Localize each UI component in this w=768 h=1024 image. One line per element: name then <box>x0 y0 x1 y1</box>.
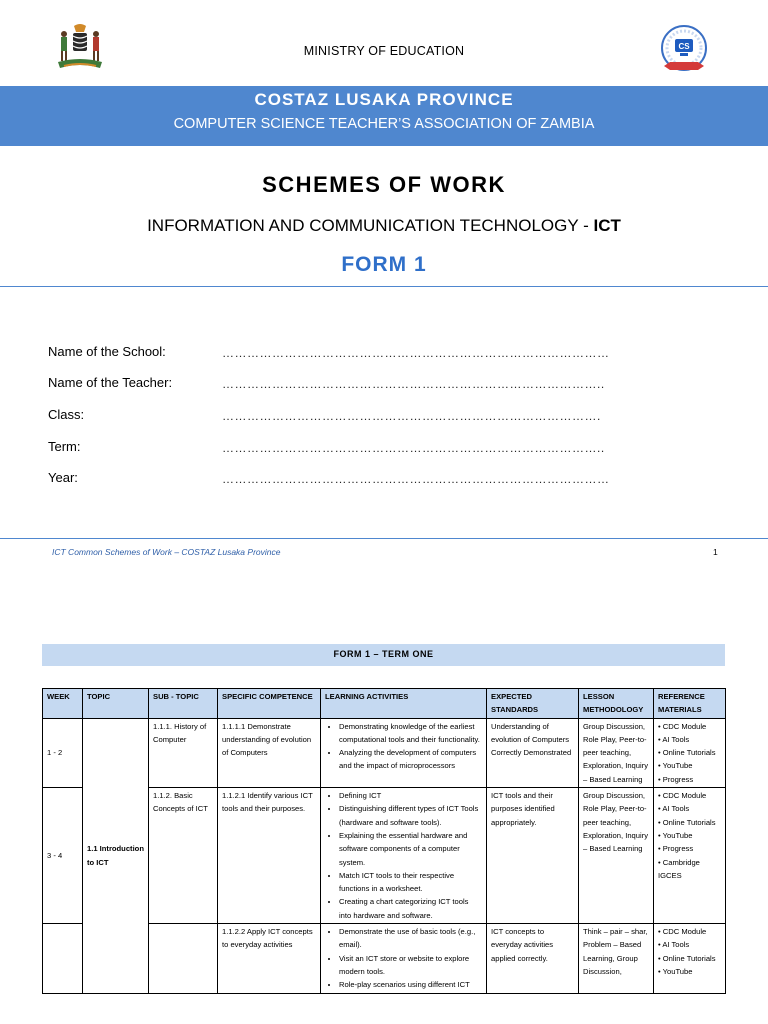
schemes-table <box>42 688 726 994</box>
table-header-row <box>43 689 726 719</box>
references-cell <box>654 718 726 787</box>
reference-item: • AI Tools <box>658 734 690 744</box>
column-header-activities: LEARNING ACTIVITIES <box>321 689 487 719</box>
column-header-topic: TOPIC <box>83 689 149 719</box>
school-name-field[interactable]: ………………………………………………………………………………… <box>222 346 610 360</box>
methodology-cell: Group Discussion, Role Play, Peer-to-peer teaching, Exploration, Inquiry – Based Learning <box>579 788 654 924</box>
school-name-label: Name of the School: <box>48 344 166 359</box>
term-heading: FORM 1 – TERM ONE <box>42 644 725 666</box>
activities-cell <box>321 788 487 924</box>
subject-prefix: INFORMATION AND COMMUNICATION TECHNOLOGY - <box>147 216 594 235</box>
reference-item: • CDC Module <box>658 721 707 731</box>
activity-item: • Demonstrating knowledge of the earliest computational tools and their functionality. <box>339 720 482 747</box>
form-title: FORM 1 <box>341 253 427 276</box>
methodology-cell: Think – pair – shar, Problem – Based Learning, Group Discussion, <box>579 924 654 993</box>
cs-association-logo <box>656 22 712 78</box>
reference-item: • Online Tutorials <box>658 817 716 827</box>
activities-cell <box>321 718 487 787</box>
standards-cell: Understanding of evolution of Computers Correctly Demonstrated <box>487 718 579 787</box>
reference-item: • YouTube <box>658 761 693 771</box>
subject-line <box>0 216 768 236</box>
reference-item: • Online Tutorials <box>658 953 716 963</box>
reference-item: • Progress <box>658 844 694 854</box>
reference-item: • CDC Module <box>658 927 707 937</box>
subtopic-cell: 1.1.2. Basic Concepts of ICT <box>149 788 218 924</box>
standards-cell: ICT tools and their purposes identified appropriately. <box>487 788 579 924</box>
reference-item: • Progress <box>658 774 694 784</box>
reference-item: • CDC Module <box>658 791 707 801</box>
document-title: SCHEMES OF WORK <box>262 172 506 197</box>
page-number: 1 <box>713 547 718 557</box>
activity-item: • Defining ICT <box>339 789 482 802</box>
association-subtitle: COMPUTER SCIENCE TEACHER’S ASSOCIATION OF ZAMBIA <box>173 116 595 132</box>
teacher-name-field[interactable]: ……………………………………………………………………………….. <box>222 377 605 391</box>
subtopic-cell <box>149 924 218 993</box>
divider <box>0 286 768 287</box>
activity-item: • Explaining the essential hardware and software components of a computer system. <box>339 829 482 869</box>
term-label: Term: <box>48 439 81 454</box>
activity-item: • Demonstrate the use of basic tools (e.g., email). <box>339 925 482 952</box>
column-header-week: WEEK <box>43 689 83 719</box>
class-field[interactable]: ………………………………………………………………………………. <box>222 409 601 423</box>
ministry-heading: MINISTRY OF EDUCATION <box>303 44 465 58</box>
reference-item: • AI Tools <box>658 940 690 950</box>
column-header-references: REFERENCE MATERIALS <box>654 689 726 719</box>
activity-item: • Visit an ICT store or website to explore modern tools. <box>339 952 482 979</box>
term-field[interactable]: ……………………………………………………………………………….. <box>222 441 605 455</box>
subject-code: ICT <box>593 216 621 235</box>
province-title: COSTAZ LUSAKA PROVINCE <box>254 90 514 109</box>
week-cell <box>43 924 83 993</box>
table-row <box>43 718 726 787</box>
year-label: Year: <box>48 470 78 485</box>
methodology-cell: Group Discussion, Role Play, Peer-to-peer teaching, Exploration, Inquiry – Based Learning <box>579 718 654 787</box>
competence-cell: 1.1.1.1 Demonstrate understanding of evolution of Computers <box>218 718 321 787</box>
activity-item: • Distinguishing different types of ICT Tools (hardware and software tools). <box>339 802 482 829</box>
competence-cell: 1.1.2.1 Identify various ICT tools and their purposes. <box>218 788 321 924</box>
references-cell <box>654 924 726 993</box>
column-header-subtopic: SUB - TOPIC <box>149 689 218 719</box>
column-header-standards: EXPECTED STANDARDS <box>487 689 579 719</box>
reference-item: • YouTube <box>658 966 693 976</box>
footer-divider <box>0 538 768 539</box>
reference-item: • Cambridge IGCES <box>658 857 700 880</box>
column-header-competence: SPECIFIC COMPETENCE <box>218 689 321 719</box>
class-label: Class: <box>48 407 85 422</box>
week-cell: 1 - 2 <box>43 718 83 787</box>
subtopic-cell: 1.1.1. History of Computer <box>149 718 218 787</box>
year-field[interactable]: ………………………………………………………………………………… <box>222 472 610 486</box>
competence-cell: 1.1.2.2 Apply ICT concepts to everyday activities <box>218 924 321 993</box>
reference-item: • YouTube <box>658 830 693 840</box>
column-header-methodology: LESSON METHODOLOGY <box>579 689 654 719</box>
footer-text: ICT Common Schemes of Work – COSTAZ Lusaka Province <box>52 547 281 557</box>
activity-item: • Creating a chart categorizing ICT tools into hardware and software. <box>339 895 482 922</box>
standards-cell: ICT concepts to everyday activities applied correctly. <box>487 924 579 993</box>
activity-item: • Role-play scenarios using different ICT <box>339 978 482 991</box>
svg-text:CS: CS <box>678 42 690 51</box>
activity-item: • Match ICT tools to their respective functions in a worksheet. <box>339 869 482 896</box>
week-cell: 3 - 4 <box>43 788 83 924</box>
activity-item: • Analyzing the development of computers and the impact of microprocessors <box>339 746 482 773</box>
teacher-name-label: Name of the Teacher: <box>48 375 173 390</box>
reference-item: • AI Tools <box>658 804 690 814</box>
topic-cell: 1.1 Introduction to ICT <box>83 718 149 993</box>
reference-item: • Online Tutorials <box>658 748 716 758</box>
references-cell <box>654 788 726 924</box>
activities-cell <box>321 924 487 993</box>
